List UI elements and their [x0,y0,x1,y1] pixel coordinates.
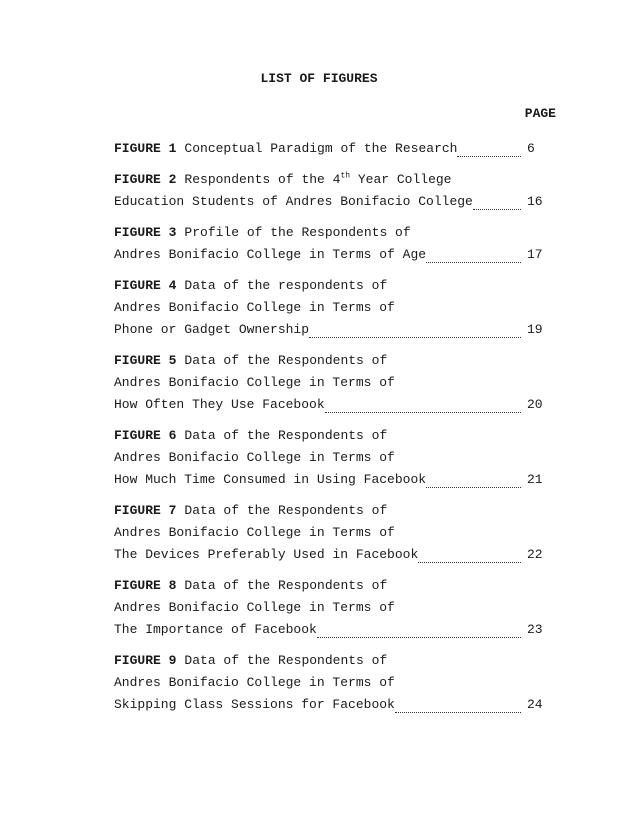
figure-caption-line: Data of the Respondents of [184,578,388,593]
figure-caption-line: The Importance of Facebook [114,622,317,637]
figure-label: FIGURE 1 [114,141,177,156]
dot-leader [418,562,521,563]
figure-entry-8 [114,575,557,641]
dot-leader [325,412,521,413]
dot-leader [457,156,521,157]
figure-entry-1 [114,138,557,160]
dot-leader [426,262,521,263]
dot-leader [473,209,521,210]
entry-line [114,500,557,522]
entry-line [114,275,557,297]
figure-entry-4 [114,275,557,341]
entry-line [114,619,557,641]
entry-line [114,350,557,372]
figure-entry-2 [114,169,557,213]
figure-label: FIGURE 6 [114,428,177,443]
dot-leader [317,637,521,638]
entry-line [114,372,557,394]
figure-label: FIGURE 5 [114,353,177,368]
page-number: 23 [527,622,543,637]
figure-caption-line: Profile of the Respondents of [184,225,411,240]
figure-entry-3 [114,222,557,266]
entry-line [114,544,557,566]
ordinal-superscript: th [340,171,351,181]
figure-label: FIGURE 3 [114,225,177,240]
figure-caption-line: Conceptual Paradigm of the Research [184,141,458,156]
figure-caption-line: Andres Bonifacio College in Terms of [114,525,395,540]
page-number: 24 [527,697,543,712]
figure-caption-line: Andres Bonifacio College in Terms of [114,375,395,390]
figure-caption-line: Andres Bonifacio College in Terms of [114,600,395,615]
figure-caption-line: Data of the Respondents of [184,353,388,368]
entry-line [114,319,557,341]
figure-entry-7 [114,500,557,566]
figure-caption-line: Phone or Gadget Ownership [114,322,310,337]
entry-line [114,694,557,716]
figure-entry-5 [114,350,557,416]
entry-line [114,222,557,244]
page-number: 21 [527,472,543,487]
page-title: LIST OF FIGURES [260,71,378,86]
figure-label: FIGURE 4 [114,278,177,293]
figure-caption-line: Andres Bonifacio College in Terms of [114,675,395,690]
figure-caption-line: Andres Bonifacio College in Terms of [114,300,395,315]
entry-line [114,138,557,160]
figure-entry-6 [114,425,557,491]
figure-caption-line: Skipping Class Sessions for Facebook [114,697,395,712]
figure-caption-line: Data of the Respondents of [184,503,388,518]
figure-list [114,138,557,725]
entry-line [114,425,557,447]
page-number: 20 [527,397,543,412]
entry-line [114,597,557,619]
page-number: 16 [527,194,543,209]
entry-line [114,169,557,191]
entry-line [114,394,557,416]
page-number: 19 [527,322,543,337]
figure-caption-line: Andres Bonifacio College in Terms of [114,450,395,465]
caption-text: Respondents of the 4 [184,172,341,187]
figure-caption-line [184,169,451,191]
figure-label: FIGURE 9 [114,653,177,668]
entry-line [114,447,557,469]
entry-line [114,575,557,597]
figure-label: FIGURE 2 [114,172,177,187]
entry-line [114,297,557,319]
figure-caption-line: How Much Time Consumed in Using Facebook [114,472,427,487]
entry-line [114,522,557,544]
entry-line [114,244,557,266]
page-number: 6 [527,141,535,156]
entry-line [114,672,557,694]
figure-label: FIGURE 8 [114,578,177,593]
figure-caption-line: Data of the Respondents of [184,653,388,668]
page-number: 22 [527,547,543,562]
figure-caption-line: Data of the respondents of [184,278,388,293]
caption-text: Year College [350,172,452,187]
figure-caption-line: Andres Bonifacio College in Terms of Age [114,247,427,262]
figure-entry-9 [114,650,557,716]
dot-leader [309,337,521,338]
page-column-header: PAGE [524,106,556,121]
page-number: 17 [527,247,543,262]
figure-label: FIGURE 7 [114,503,177,518]
figure-caption-line: Education Students of Andres Bonifacio College [114,194,473,209]
dot-leader [426,487,521,488]
entry-line [114,191,557,213]
dot-leader [395,712,521,713]
figure-caption-line: Data of the Respondents of [184,428,388,443]
figure-caption-line: The Devices Preferably Used in Facebook [114,547,419,562]
entry-line [114,650,557,672]
entry-line [114,469,557,491]
figure-caption-line: How Often They Use Facebook [114,397,325,412]
